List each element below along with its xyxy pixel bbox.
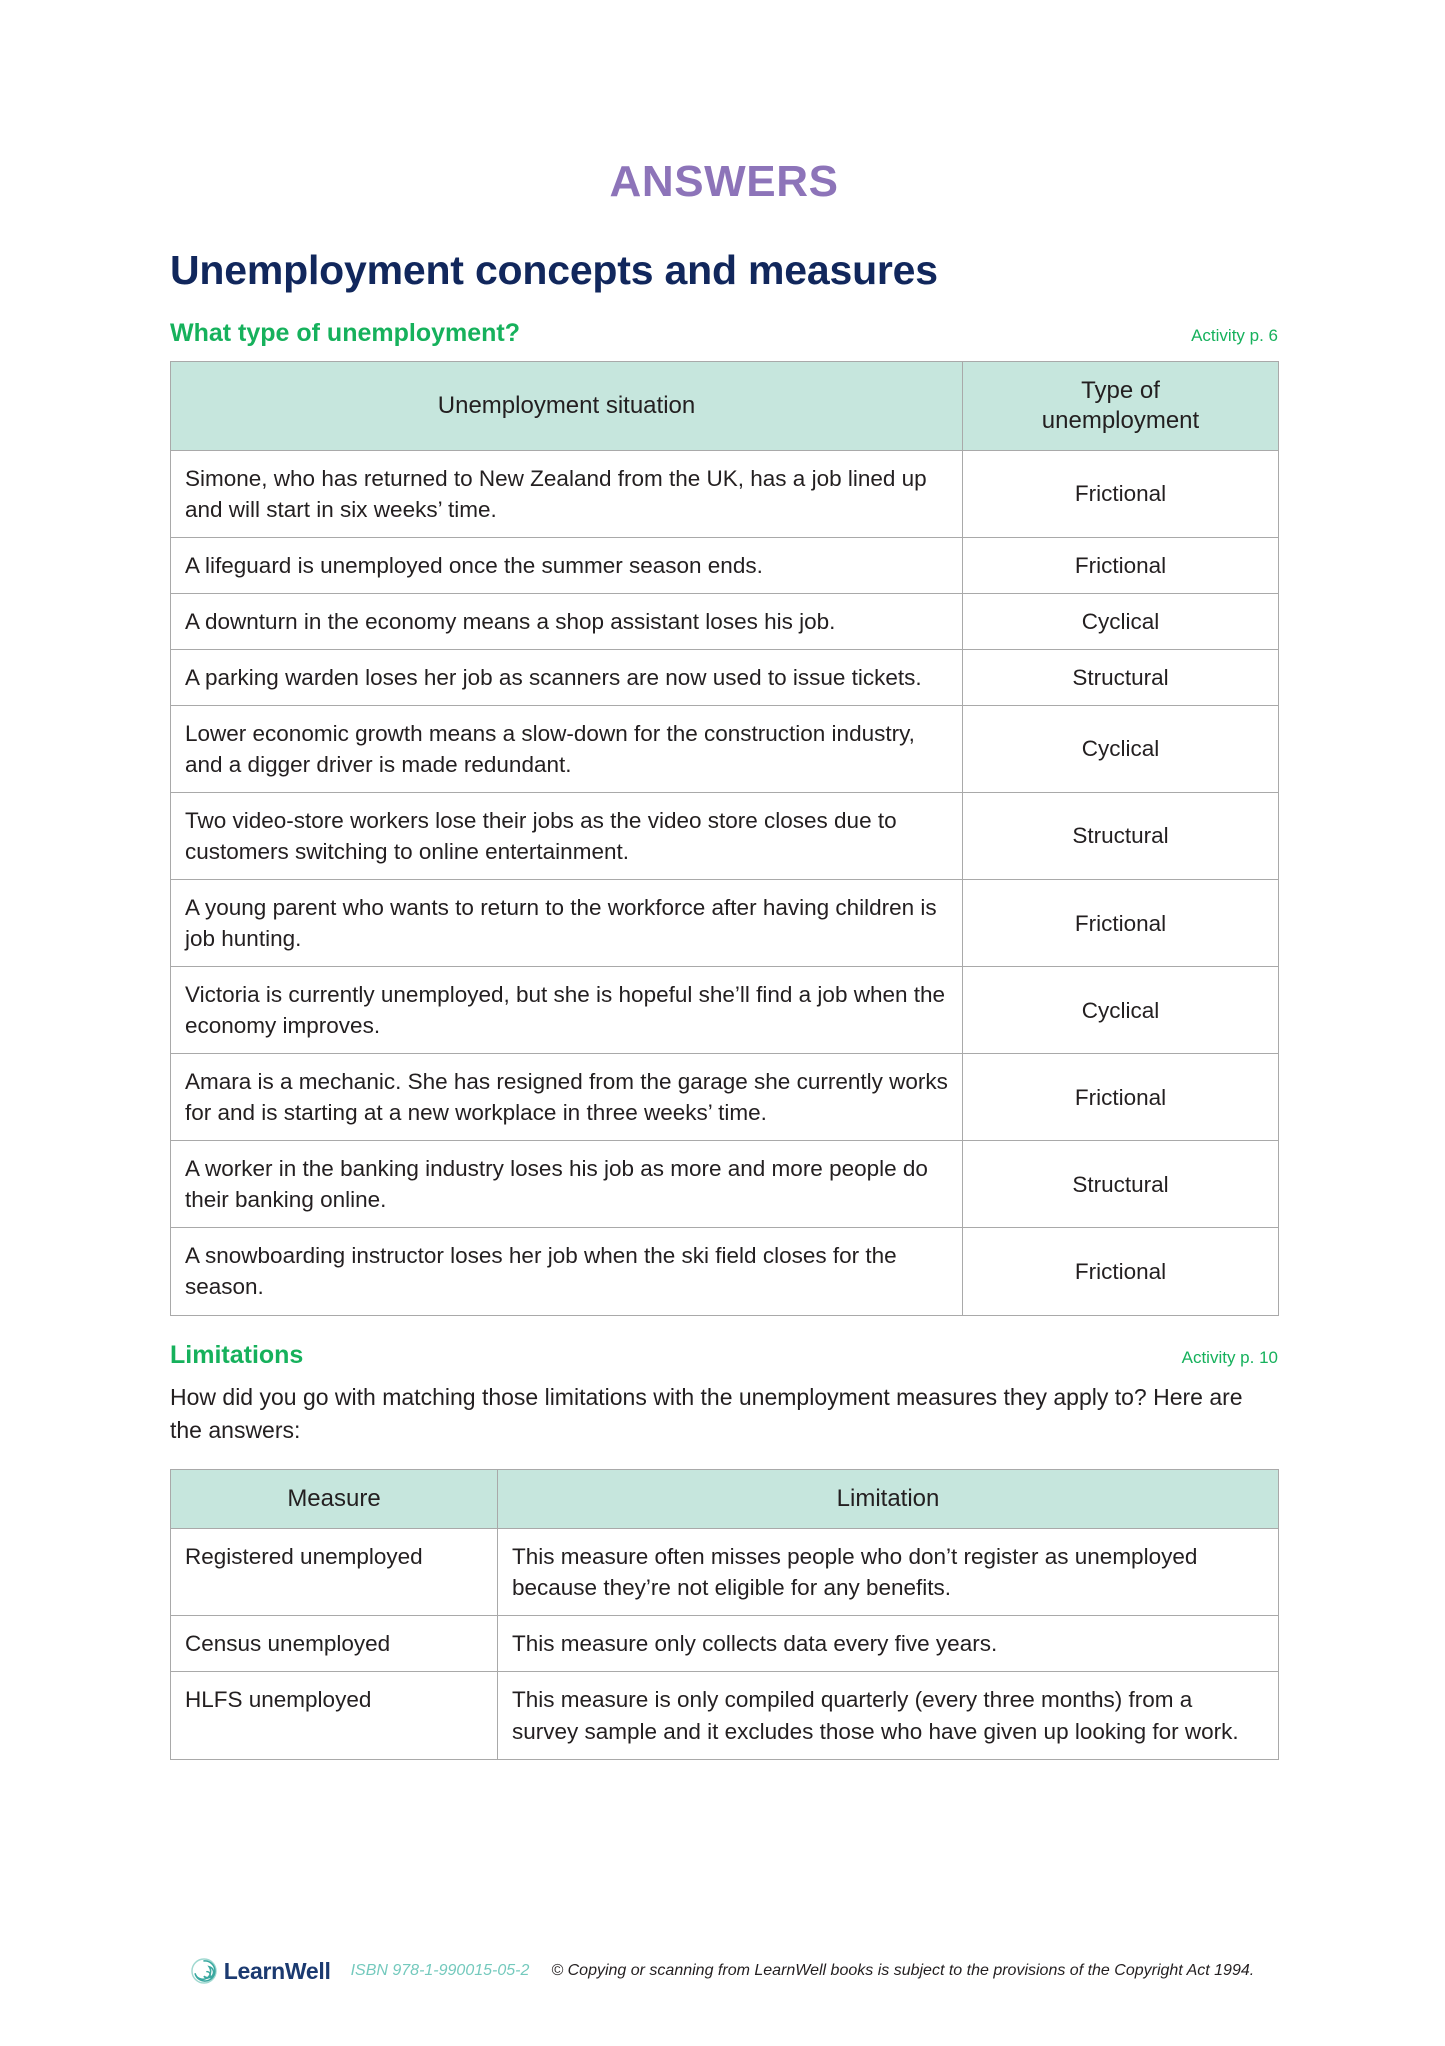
cell-measure: HLFS unemployed (171, 1672, 498, 1759)
cell-limitation: This measure is only compiled quarterly (every three months) from a survey sample and it excludes those who have given up looking for work. (498, 1672, 1279, 1759)
table-row (171, 1672, 1279, 1759)
cell-situation: A young parent who wants to return to the workforce after having children is job hunting. (171, 880, 963, 967)
cell-situation: Simone, who has returned to New Zealand from the UK, has a job lined up and will start in six weeks’ time. (171, 450, 963, 537)
column-header-measure: Measure (171, 1470, 498, 1529)
learnwell-brand-text: LearnWell (223, 1957, 331, 1984)
table-row (171, 880, 1279, 967)
cell-type: Structural (963, 649, 1279, 705)
table-row (171, 649, 1279, 705)
cell-measure: Registered unemployed (171, 1529, 498, 1616)
cell-situation: A snowboarding instructor loses her job when the ski field closes for the season. (171, 1228, 963, 1315)
column-header-situation: Unemployment situation (171, 361, 963, 450)
table-row (171, 450, 1279, 537)
table-header-row (171, 361, 1279, 450)
cell-type: Frictional (963, 537, 1279, 593)
isbn-text: ISBN 978-1-990015-05-2 (350, 1962, 530, 1979)
table-row (171, 1228, 1279, 1315)
cell-situation: Victoria is currently unemployed, but she is hopeful she’ll find a job when the economy improves. (171, 967, 963, 1054)
cell-limitation: This measure only collects data every five years. (498, 1616, 1279, 1672)
table-header-row (171, 1470, 1279, 1529)
table-row (171, 593, 1279, 649)
spiral-logo-icon (191, 1958, 217, 1984)
cell-situation: A worker in the banking industry loses his job as more and more people do their banking online. (171, 1141, 963, 1228)
column-header-limitation: Limitation (498, 1470, 1279, 1529)
table-row (171, 1054, 1279, 1141)
activity-reference-2: Activity p. 10 (1181, 1347, 1278, 1367)
table-limitations (170, 1469, 1279, 1759)
table-row (171, 1141, 1279, 1228)
learnwell-logo (191, 1958, 331, 1984)
cell-type: Structural (963, 1141, 1279, 1228)
activity-reference-1: Activity p. 6 (1191, 326, 1278, 346)
cell-situation: A lifeguard is unemployed once the summer season ends. (171, 537, 963, 593)
cell-limitation: This measure often misses people who don’t register as unemployed because they’re not eligible for any benefits. (498, 1529, 1279, 1616)
answers-title: ANSWERS (609, 157, 839, 206)
cell-type: Structural (963, 792, 1279, 879)
section-header-limitations (170, 1342, 1278, 1370)
limitations-intro-text: How did you go with matching those limitations with the unemployment measures they apply to? Here are the answers: (170, 1384, 1243, 1443)
copyright-text: © Copying or scanning from LearnWell books is subject to the provisions of the Copyright Act 1994. (551, 1962, 1255, 1979)
table-row (171, 705, 1279, 792)
table-row (171, 1616, 1279, 1672)
cell-measure: Census unemployed (171, 1616, 498, 1672)
page-content (170, 0, 1278, 1760)
section-heading-what-type: What type of unemployment? (170, 319, 520, 348)
cell-type: Cyclical (963, 967, 1279, 1054)
table-row (171, 537, 1279, 593)
cell-type: Frictional (963, 1054, 1279, 1141)
table-row (171, 967, 1279, 1054)
table-unemployment-situations (170, 361, 1279, 1316)
cell-situation: Amara is a mechanic. She has resigned from the garage she currently works for and is starting at a new workplace in three weeks’ time. (171, 1054, 963, 1141)
cell-type: Cyclical (963, 593, 1279, 649)
section-heading-limitations: Limitations (170, 1340, 304, 1369)
cell-type: Frictional (963, 880, 1279, 967)
cell-type: Frictional (963, 1228, 1279, 1315)
cell-situation: Lower economic growth means a slow-down for the construction industry, and a digger driver is made redundant. (171, 705, 963, 792)
cell-type: Frictional (963, 450, 1279, 537)
table-row (171, 792, 1279, 879)
cell-type: Cyclical (963, 705, 1279, 792)
table-row (171, 1529, 1279, 1616)
column-header-type (963, 361, 1279, 450)
cell-situation: Two video-store workers lose their jobs as the video store closes due to customers switching to online entertainment. (171, 792, 963, 879)
page-title: Unemployment concepts and measures (170, 247, 938, 293)
cell-situation: A parking warden loses her job as scanners are now used to issue tickets. (171, 649, 963, 705)
column-header-type-line2: unemployment (1041, 406, 1200, 434)
cell-situation: A downturn in the economy means a shop assistant loses his job. (171, 593, 963, 649)
page-footer (0, 1958, 1445, 1984)
column-header-type-line1: Type of (1081, 376, 1160, 404)
section-header-what-type (170, 320, 1278, 348)
